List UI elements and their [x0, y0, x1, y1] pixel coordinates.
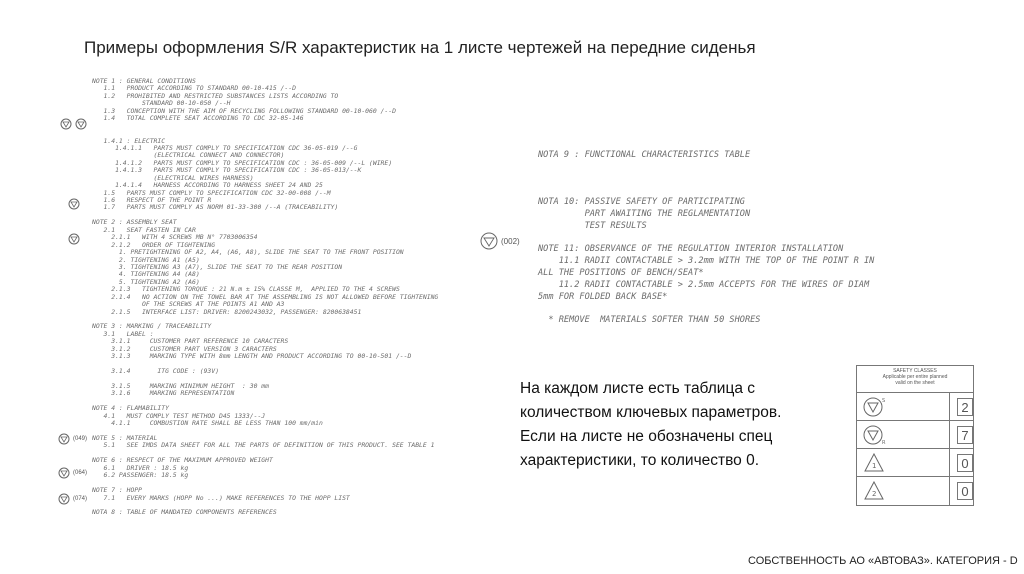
note-line — [538, 233, 838, 245]
note-line: 11.2 RADII CONTACTABLE > 2.5mm ACCEPTS FOR THE WIRES OF DIAM — [538, 279, 870, 290]
note-line — [92, 480, 532, 487]
drawing-notes-left — [92, 78, 532, 517]
svg-text:R: R — [882, 440, 886, 446]
note-line: NOTE 7 : HOPP — [92, 486, 143, 495]
note-line: TEST RESULTS — [538, 220, 647, 231]
safety-r-icon — [58, 493, 72, 505]
note-line: * REMOVE MATERIALS SOFTER THAN 50 SHORES — [538, 315, 761, 326]
note-line: 4.1.1 COMBUSTION RATE SHALL BE LESS THAN 100 mm/min — [92, 419, 323, 428]
table-row — [857, 393, 973, 421]
note-line: 1.4.1.2 PARTS MUST COMPLY TO SPECIFICATION CDC : 36-05-009 /--L (WIRE) — [92, 158, 393, 167]
note-line: 2.1.2 ORDER OF TIGHTENING — [92, 240, 216, 249]
note-line: 3. TIGHTENING A3 (A7), SLIDE THE SEAT TO THE REAR POSITION — [92, 262, 343, 271]
callout-line: Если на листе не обозначены спец — [520, 428, 773, 445]
note-line: NOTE 3 : MARKING / TRACEABILITY — [92, 322, 212, 331]
note-line: NOTA 9 : FUNCTIONAL CHARACTERISTICS TABLE — [538, 150, 751, 160]
note-line: NOTE 1 : GENERAL CONDITIONS — [92, 77, 196, 85]
table-row — [857, 449, 973, 477]
callout-line: На каждом листе есть таблица с — [520, 380, 755, 397]
note-line — [538, 303, 838, 315]
note-line: 3.1.6 MARKING REPRESENTATION — [92, 389, 235, 398]
note-line: 2.1 SEAT FASTEN IN CAR — [92, 225, 196, 234]
triangle-2-icon — [863, 480, 887, 502]
safety-symbol-note4 — [58, 433, 87, 445]
note-line: 3.1 LABEL : — [92, 329, 154, 338]
safety-r-symbol-1 — [68, 198, 82, 210]
safety-r-icon — [68, 198, 82, 210]
safety-s-icon — [60, 118, 74, 130]
svg-text:2: 2 — [872, 490, 877, 498]
callout-text — [520, 377, 840, 473]
note-line: 2.1.3 TIGHTENING TORQUE : 21 N.m ± 15% CLASSE M, APPLIED TO THE 4 SCREWS — [92, 285, 400, 294]
note-line: 5. TIGHTENING A2 (A6) — [92, 277, 200, 286]
table-header — [857, 366, 973, 393]
note-line: PART AWAITING THE REGLAMENTATION — [538, 208, 751, 219]
note-line: NOTA 10: PASSIVE SAFETY OF PARTICIPATING — [538, 197, 745, 208]
safety-symbol-note5 — [58, 467, 87, 479]
svg-text:S: S — [882, 398, 886, 404]
page-title: Примеры оформления S/R характеристик на 1 листе чертежей на передние сиденья — [84, 38, 756, 57]
note-line: 5mm FOR FOLDED BACK BASE* — [538, 291, 668, 302]
note-line: NOTE 4 : FLAMABILITY — [92, 404, 169, 413]
note-line: 1.4.1.4 HARNESS ACCORDING TO HARNESS SHEET 24 AND 25 — [92, 181, 323, 190]
note-line: 2.1.1 WITH 4 SCREWS MB N° 7703006354 — [92, 233, 258, 242]
drawing-notes-right — [538, 150, 875, 327]
note-line — [92, 123, 532, 130]
note-line: NOTA 8 : TABLE OF MANDATED COMPONENTS REFERENCES — [92, 508, 277, 517]
callout-line: количеством ключевых параметров. — [520, 404, 782, 421]
safety-r-symbol-note11 — [480, 232, 520, 250]
symbol-code: (002) — [501, 236, 520, 246]
note-line: NOTE 11: OBSERVANCE OF THE REGULATION INTERIOR INSTALLATION — [538, 244, 844, 255]
note-line: 6.1 DRIVER : 18.5 kg — [92, 463, 189, 472]
note-line — [92, 428, 532, 435]
note-line — [538, 185, 838, 197]
note-line: 11.1 RADII CONTACTABLE > 3.2mm WITH THE TOP OF THE POINT R IN — [538, 256, 875, 267]
safety-classes-table — [854, 355, 974, 505]
symbol-code: (074) — [73, 496, 88, 502]
note-line: 1.4.1 : ELECTRIC — [92, 136, 166, 145]
note-line: 2.1.4 NO ACTION ON THE TOWEL BAR AT THE ASSEMBLING IS NOT ALLOWED BEFORE TIGHTENING — [92, 292, 439, 301]
symbol-code: (064) — [73, 470, 88, 476]
note-line: 5.1 SEE IMDS DATA SHEET FOR ALL THE PARTS OF DEFINITION OF THIS PRODUCT. SEE TABLE 1 — [92, 441, 435, 450]
note-line: 6.2 PASSENGER: 18.5 kg — [92, 471, 189, 480]
note-line — [538, 162, 838, 174]
callout-line: характеристики, то количество 0. — [520, 452, 760, 469]
row-value: 0 — [957, 454, 973, 472]
row-value: 7 — [957, 426, 973, 444]
safety-r-icon — [480, 232, 500, 250]
note-line: 3.1.5 MARKING MINIMUM HEIGHT : 30 mm — [92, 381, 269, 390]
note-line: 4. TIGHTENING A4 (A8) — [92, 270, 200, 279]
safety-s-icon-2 — [75, 118, 89, 130]
note-line: 7.1 EVERY MARKS (HOPP No ...) MAKE REFERENCES TO THE HOPP LIST — [92, 493, 350, 502]
note-line: 3.1.1 CUSTOMER PART REFERENCE 10 CARACTERS — [92, 337, 289, 346]
note-line: 2. TIGHTENING A1 (A5) — [92, 255, 200, 264]
table-row — [857, 477, 973, 505]
safety-s-symbol — [60, 118, 89, 130]
note-line: (ELECTRICAL CONNECT AND CONNECTOR) — [92, 151, 285, 160]
note-line: 1.5 PARTS MUST COMPLY TO SPECIFICATION CDC 32-00-008 /--M — [92, 188, 331, 197]
note-line: 1.7 PARTS MUST COMPLY AS NORM 01-33-300 /--A (TRACEABILITY) — [92, 203, 339, 212]
safety-r-icon — [863, 424, 887, 446]
safety-symbol-note6 — [58, 493, 87, 505]
note-line: 1. PRETIGHTENING OF A2, A4, (A6, A8), SLIDE THE SEAT TO THE FRONT POSITION — [92, 248, 404, 257]
note-line: STANDARD 00-10-050 /--H — [92, 99, 231, 108]
symbol-code: (049) — [73, 436, 88, 442]
table-header-line: Applicable per entire planned — [882, 374, 948, 380]
svg-text:1: 1 — [872, 462, 877, 470]
table-row — [857, 421, 973, 449]
safety-r-icon — [68, 233, 82, 245]
note-line: 1.4.1.1 PARTS MUST COMPLY TO SPECIFICATION CDC 36-05-019 /--G — [92, 143, 358, 152]
note-line: 1.4.1.3 PARTS MUST COMPLY TO SPECIFICATION CDC : 36-05-013/--K — [92, 166, 362, 175]
note-line: NOTE 6 : RESPECT OF THE MAXIMUM APPROVED WEIGHT — [92, 456, 273, 465]
row-value: 0 — [957, 482, 973, 500]
table-header-line: valid on the sheet — [895, 380, 935, 386]
note-line: 3.1.3 MARKING TYPE WITH 8mm LENGTH AND PRODUCT ACCORDING TO 00-10-501 /--D — [92, 352, 412, 361]
table-header-line: SAFETY CLASSES — [893, 368, 937, 374]
note-line: ALL THE POSITIONS OF BENCH/SEAT* — [538, 267, 704, 278]
note-line: 3.1.4 ITG CODE : (93V) — [92, 367, 219, 376]
safety-s-icon — [863, 396, 887, 418]
row-value: 2 — [957, 398, 973, 416]
safety-r-symbol-2 — [68, 233, 82, 245]
note-line: 1.2 PROHIBITED AND RESTRICTED SUBSTANCES LISTS ACCORDING TO — [92, 91, 339, 100]
note-line: 1.4 TOTAL COMPLETE SEAT ACCORDING TO CDC 32-05-146 — [92, 114, 304, 123]
note-line: 2.1.5 INTERFACE LIST: DRIVER: 8200243032, PASSENGER: 8200638451 — [92, 307, 362, 316]
note-line: 3.1.2 CUSTOMER PART VERSION 3 CARACTERS — [92, 344, 277, 353]
note-line: 1.3 CONCEPTION WITH THE AIM OF RECYCLING FOLLOWING STANDARD 00-10-060 /--D — [92, 106, 396, 115]
safety-r-icon — [58, 433, 72, 445]
note-line: 4.1 MUST COMPLY TEST METHOD D45 1333/--J — [92, 411, 266, 420]
safety-r-icon — [58, 467, 72, 479]
triangle-1-icon — [863, 452, 887, 474]
note-line: NOTE 5 : MATERIAL — [92, 434, 158, 442]
note-line — [538, 174, 838, 186]
note-line: 1.6 RESPECT OF THE POINT R — [92, 196, 212, 204]
note-line: 1.1 PRODUCT ACCORDING TO STANDARD 00-10-415 /--D — [92, 84, 296, 93]
note-line: OF THE SCREWS AT THE POINTS A1 AND A3 — [92, 300, 285, 309]
note-line: NOTE 2 : ASSEMBLY SEAT — [92, 218, 177, 227]
note-line: (ELECTRICAL WIRES HARNESS) — [92, 173, 254, 182]
footer-ownership: СОБСТВЕННОСТЬ АО «АВТОВАЗ». КАТЕГОРИЯ - D — [748, 555, 1018, 567]
